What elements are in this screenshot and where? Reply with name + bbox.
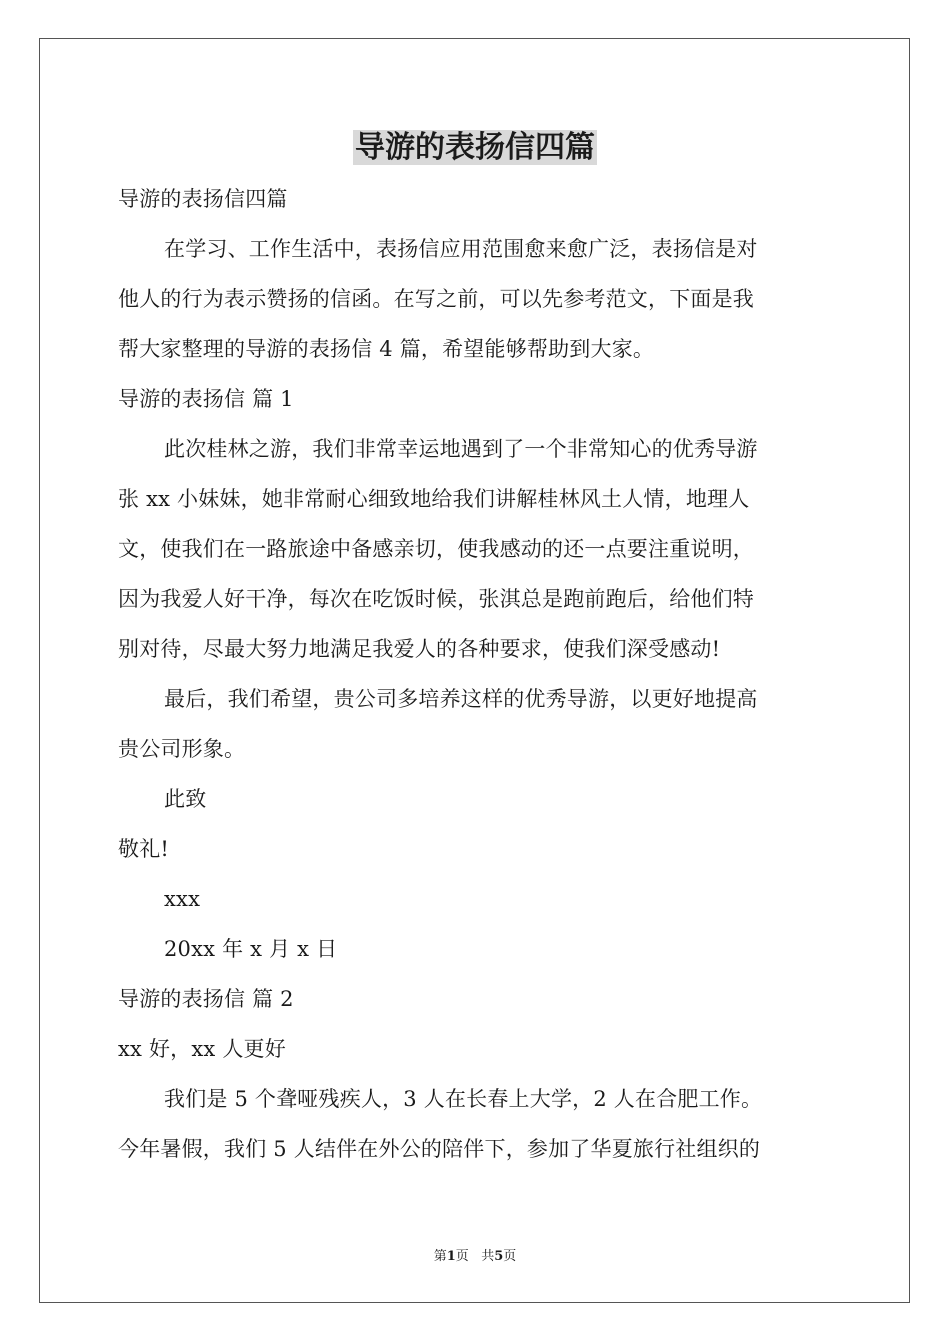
- footer-page-suffix: 页: [455, 1249, 469, 1264]
- body-line: 此次桂林之游，我们非常幸运地遇到了一个非常知心的优秀导游: [164, 437, 758, 461]
- greeting-line: xx 好，xx 人更好: [118, 1037, 286, 1061]
- body-line: 帮大家整理的导游的表扬信 4 篇，希望能够帮助到大家。: [118, 337, 655, 361]
- section-heading: 导游的表扬信 篇 1: [118, 387, 294, 411]
- date-line: 20xx 年 x 月 x 日: [164, 937, 338, 961]
- page-footer: [0, 1248, 950, 1266]
- document-title-text: 导游的表扬信四篇: [355, 130, 595, 165]
- section-heading: 导游的表扬信 篇 2: [118, 987, 294, 1011]
- body-line: 导游的表扬信四篇: [118, 187, 288, 211]
- body-line: 今年暑假，我们 5 人结伴在外公的陪伴下，参加了华夏旅行社组织的: [118, 1137, 761, 1161]
- body-line: 贵公司形象。: [118, 737, 246, 761]
- body-line: 张 xx 小妹妹，她非常耐心细致地给我们讲解桂林风土人情，地理人: [118, 487, 750, 511]
- body-line: 文，使我们在一路旅途中备感亲切，使我感动的还一点要注重说明，: [118, 537, 754, 561]
- footer-prefix: 第: [433, 1249, 447, 1264]
- footer-total-pages: 5: [494, 1249, 504, 1264]
- body-line: 在学习、工作生活中，表扬信应用范围愈来愈广泛，表扬信是对: [164, 237, 758, 261]
- document-title: [0, 126, 950, 170]
- closing-line: 此致: [164, 787, 207, 811]
- body-line: 我们是 5 个聋哑残疾人，3 人在长春上大学，2 人在合肥工作。: [164, 1087, 763, 1111]
- signature-line: xxx: [164, 887, 201, 911]
- footer-page-number: 1: [446, 1249, 456, 1264]
- body-line: 因为我爱人好干净，每次在吃饭时候，张淇总是跑前跑后，给他们特: [118, 587, 754, 611]
- body-line: 最后，我们希望，贵公司多培养这样的优秀导游，以更好地提高: [164, 687, 758, 711]
- body-line: 别对待，尽最大努力地满足我爱人的各种要求，使我们深受感动!: [118, 637, 721, 661]
- footer-total-suffix: 页: [503, 1249, 517, 1264]
- body-line: 他人的行为表示赞扬的信函。在写之前，可以先参考范文，下面是我: [118, 287, 754, 311]
- footer-total-prefix: 共: [481, 1249, 495, 1264]
- salutation-line: 敬礼!: [118, 837, 170, 861]
